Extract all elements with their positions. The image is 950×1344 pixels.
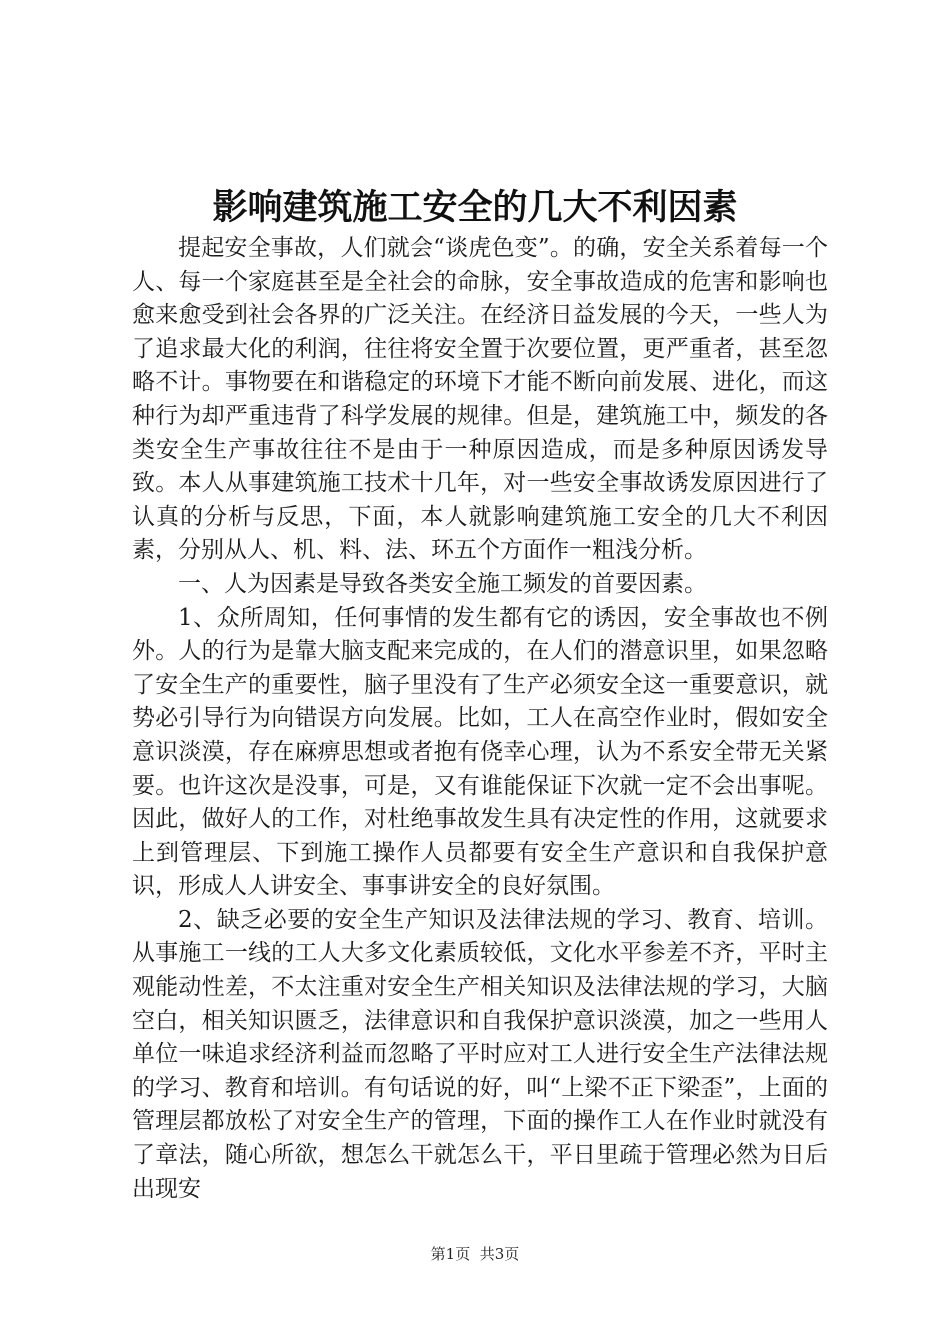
page-footer bbox=[0, 1244, 950, 1264]
section-heading-human-factors: 一、人为因素是导致各类安全施工频发的首要因素。 bbox=[178, 570, 707, 597]
document-body bbox=[132, 232, 828, 1206]
page-total: 共3页 bbox=[479, 1245, 520, 1263]
paragraph-intro: 提起安全事故，人们就会“谈虎色变”。的确，安全关系着每一个人、每一个家庭甚至是全社会的命脉，安全事故造成的危害和影响也愈来愈受到社会各界的广泛关注。在经济日益发展的今天，一些人为了追求最大化的利润，往往将安全置于次要位置，更严重者，甚至忽略不计。事物要在和谐稳定的环境下才能不断向前发展、进化，而这种行为却严重违背了科学发展的规律。但是，建筑施工中，频发的各类安全生产事故往往不是由于一种原因造成，而是多种原因诱发导致。本人从事建筑施工技术十几年，对一些安全事故诱发原因进行了认真的分析与反思，下面，本人就影响建筑施工安全的几大不利因素，分别从人、机、料、法、环五个方面作一粗浅分析。 bbox=[132, 235, 828, 564]
paragraph-point-1: 1、众所周知，任何事情的发生都有它的诱因，安全事故也不例外。人的行为是靠大脑支配来完成的，在人们的潜意识里，如果忽略了安全生产的重要性，脑子里没有了生产必须安全这一重要意识，就势必引导行为向错误方向发展。比如，工人在高空作业时，假如安全意识淡漠，存在麻痹思想或者抱有侥幸心理，认为不系安全带无关紧要。也许这次是没事，可是，又有谁能保证下次就一定不会出事呢。因此，做好人的工作，对杜绝事故发生具有决定性的作用，这就要求上到管理层、下到施工操作人员都要有安全生产意识和自我保护意识，形成人人讲安全、事事讲安全的良好氛围。 bbox=[132, 604, 828, 900]
page-number: 第1页 bbox=[430, 1245, 471, 1263]
document-title: 影响建筑施工安全的几大不利因素 bbox=[212, 187, 738, 228]
paragraph-point-2: 2、缺乏必要的安全生产知识及法律法规的学习、教育、培训。从事施工一线的工人大多文化素质较低，文化水平参差不齐，平时主观能动性差，不太注重对安全生产相关知识及法律法规的学习，大脑空白，相关知识匮乏，法律意识和自我保护意识淡漠，加之一些用人单位一味追求经济利益而忽略了平时应对工人进行安全生产法律法规的学习、教育和培训。有句话说的好，叫“上梁不正下梁歪”，上面的管理层都放松了对安全生产的管理，下面的操作工人在作业时就没有了章法，随心所欲，想怎么干就怎么干，平日里疏于管理必然为日后出现安 bbox=[132, 906, 828, 1202]
